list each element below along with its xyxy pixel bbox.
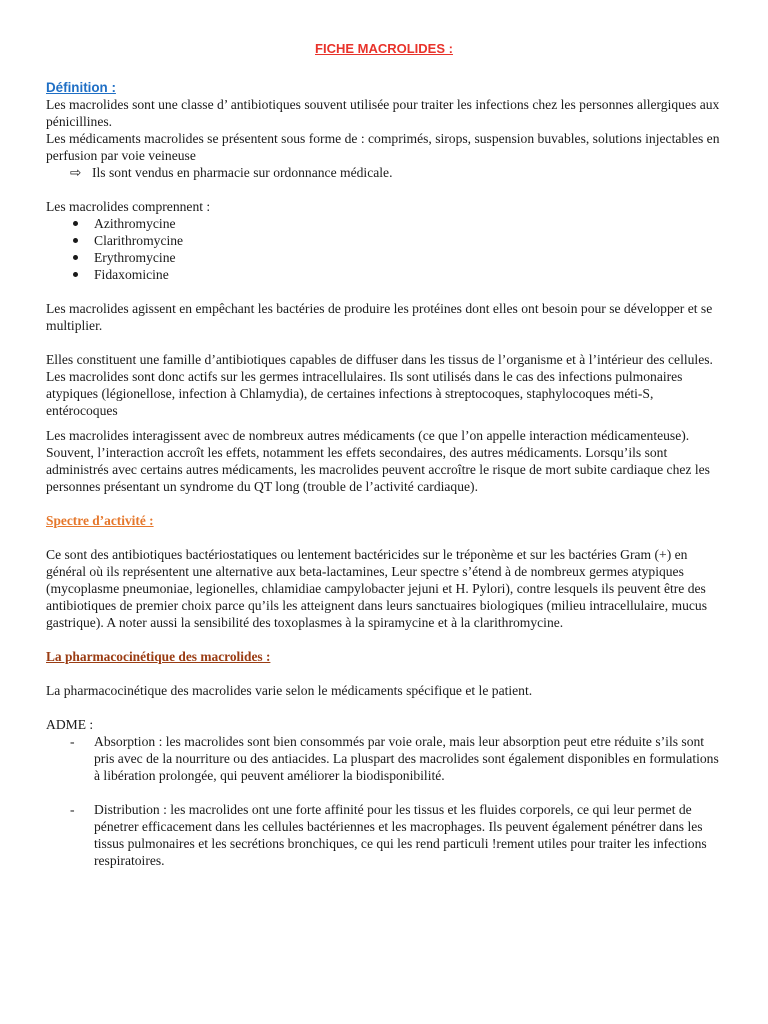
mechanism-paragraph: Les macrolides agissent en empêchant les bactéries de produire les protéines dont elles ont besoin pour se développer et se multiplier. — [46, 301, 713, 333]
intracellular-paragraph: Les macrolides sont donc actifs sur les germes intracellulaires. Ils sont utilisés dans le cas des infections pulmonaires atypiques (légionellose, infection à Chlamydia), de certaines infections à streptocoques, staphylocoques méti-S, entérocoques — [46, 369, 683, 418]
arrow-item-text: Ils sont vendus en pharmacie sur ordonnance médicale. — [92, 165, 393, 180]
interactions-paragraph: Les macrolides interagissent avec de nombreux autres médicaments (ce que l’on appelle interaction médicamenteuse). Souvent, l’interaction accroît les effets, notamment les effets secondaires, des autres médicaments. Lorsqu’ils sont administrés avec certains autres médicaments, les macrolides peuvent accroître le risque de mort subite cardiaque chez les personnes présentant un syndrome du QT long (trouble de l’activité cardiaque). — [46, 428, 710, 494]
list-intro: Les macrolides comprennent : — [46, 199, 211, 214]
pharmaco-heading: La pharmacocinétique des macrolides : — [46, 649, 271, 664]
adme-item-text: Absorption : les macrolides sont bien consommés par voie orale, mais leur absorption peut etre réduite s’ils sont pris avec de la nourriture ou des antiacides. La pluspart des macrolides sont également disponibles en formulations à libération prolongée, qui peuvent améliorer la biodisponibilité. — [94, 734, 719, 783]
pharmaco-intro: La pharmacocinétique des macrolides varie selon le médicaments spécifique et le patient. — [46, 683, 533, 698]
arrow-item — [46, 164, 722, 181]
list-item: Azithromycine — [46, 215, 722, 232]
arrow-right-icon: ⇨ — [70, 165, 82, 180]
list-item: Erythromycine — [46, 249, 722, 266]
list-item: - Distribution : les macrolides ont une forte affinité pour les tissus et les fluides corporels, ce qui leur permet de pénetrer efficacement dans les cellules bactériennes et les macrophages. Ils peuvent également pénétrer dans les tissus pulmonaires et les secrétions bronchiques, ce qui les rend particuli !rement utiles pour traiter les infections respiratoires. — [70, 802, 707, 868]
adme-list — [46, 733, 722, 869]
list-item: Clarithromycine — [46, 232, 722, 249]
diffusion-paragraph: Elles constituent une famille d’antibiotiques capables de diffuser dans les tissus de l’organisme et à l’intérieur des cellules. — [46, 352, 713, 367]
spectre-paragraph: Ce sont des antibiotiques bactériostatiques ou lentement bactéricides sur le tréponème et sur les bactéries Gram (+) en général où ils représentent une alternative aux beta-lactamines, Leur spectre s’étend à de nombreux germes atypiques (mycoplasme pneumoniae, legionelles, chlamidiae campylobacter jejuni et H. Pylori), contre lesquels ils peuvent être des antibiotiques de premier choix parce qu’ils les atteignent dans leurs sanctuaires biologiques (milieu intracellulaire, mucus gastrique). A noter aussi la sensibilité des toxoplasmes à la spiramycine et à la clarithromycine. — [46, 547, 707, 630]
drug-list — [46, 215, 722, 283]
list-item: Fidaxomicine — [46, 266, 722, 283]
spectre-heading: Spectre d’activité : — [46, 513, 154, 528]
adme-item-text: Distribution : les macrolides ont une forte affinité pour les tissus et les fluides corporels, ce qui leur permet de pénetrer efficacement dans les cellules bactériennes et les macrophages. Ils peuvent également pénétrer dans les tissus pulmonaires et les secrétions bronchiques, ce qui les rend particuli !rement utiles pour traiter les infections respiratoires. — [94, 802, 707, 868]
adme-label: ADME : — [46, 717, 94, 732]
definition-paragraph-1: Les macrolides sont une classe d’ antibiotiques souvent utilisée pour traiter les infections chez les personnes allergiques aux pénicillines. — [46, 97, 720, 129]
definition-paragraph-2: Les médicaments macrolides se présentent sous forme de : comprimés, sirops, suspension buvables, solutions injectables en perfusion par voie veineuse — [46, 131, 720, 163]
document-body — [46, 40, 722, 869]
list-item: - Absorption : les macrolides sont bien consommés par voie orale, mais leur absorption peut etre réduite s’ils sont pris avec de la nourriture ou des antiacides. La pluspart des macrolides sont également disponibles en formulations à libération prolongée, qui peuvent améliorer la biodisponibilité. — [70, 734, 719, 783]
definition-heading: Définition : — [46, 80, 116, 95]
document-title: FICHE MACROLIDES : — [315, 41, 453, 56]
